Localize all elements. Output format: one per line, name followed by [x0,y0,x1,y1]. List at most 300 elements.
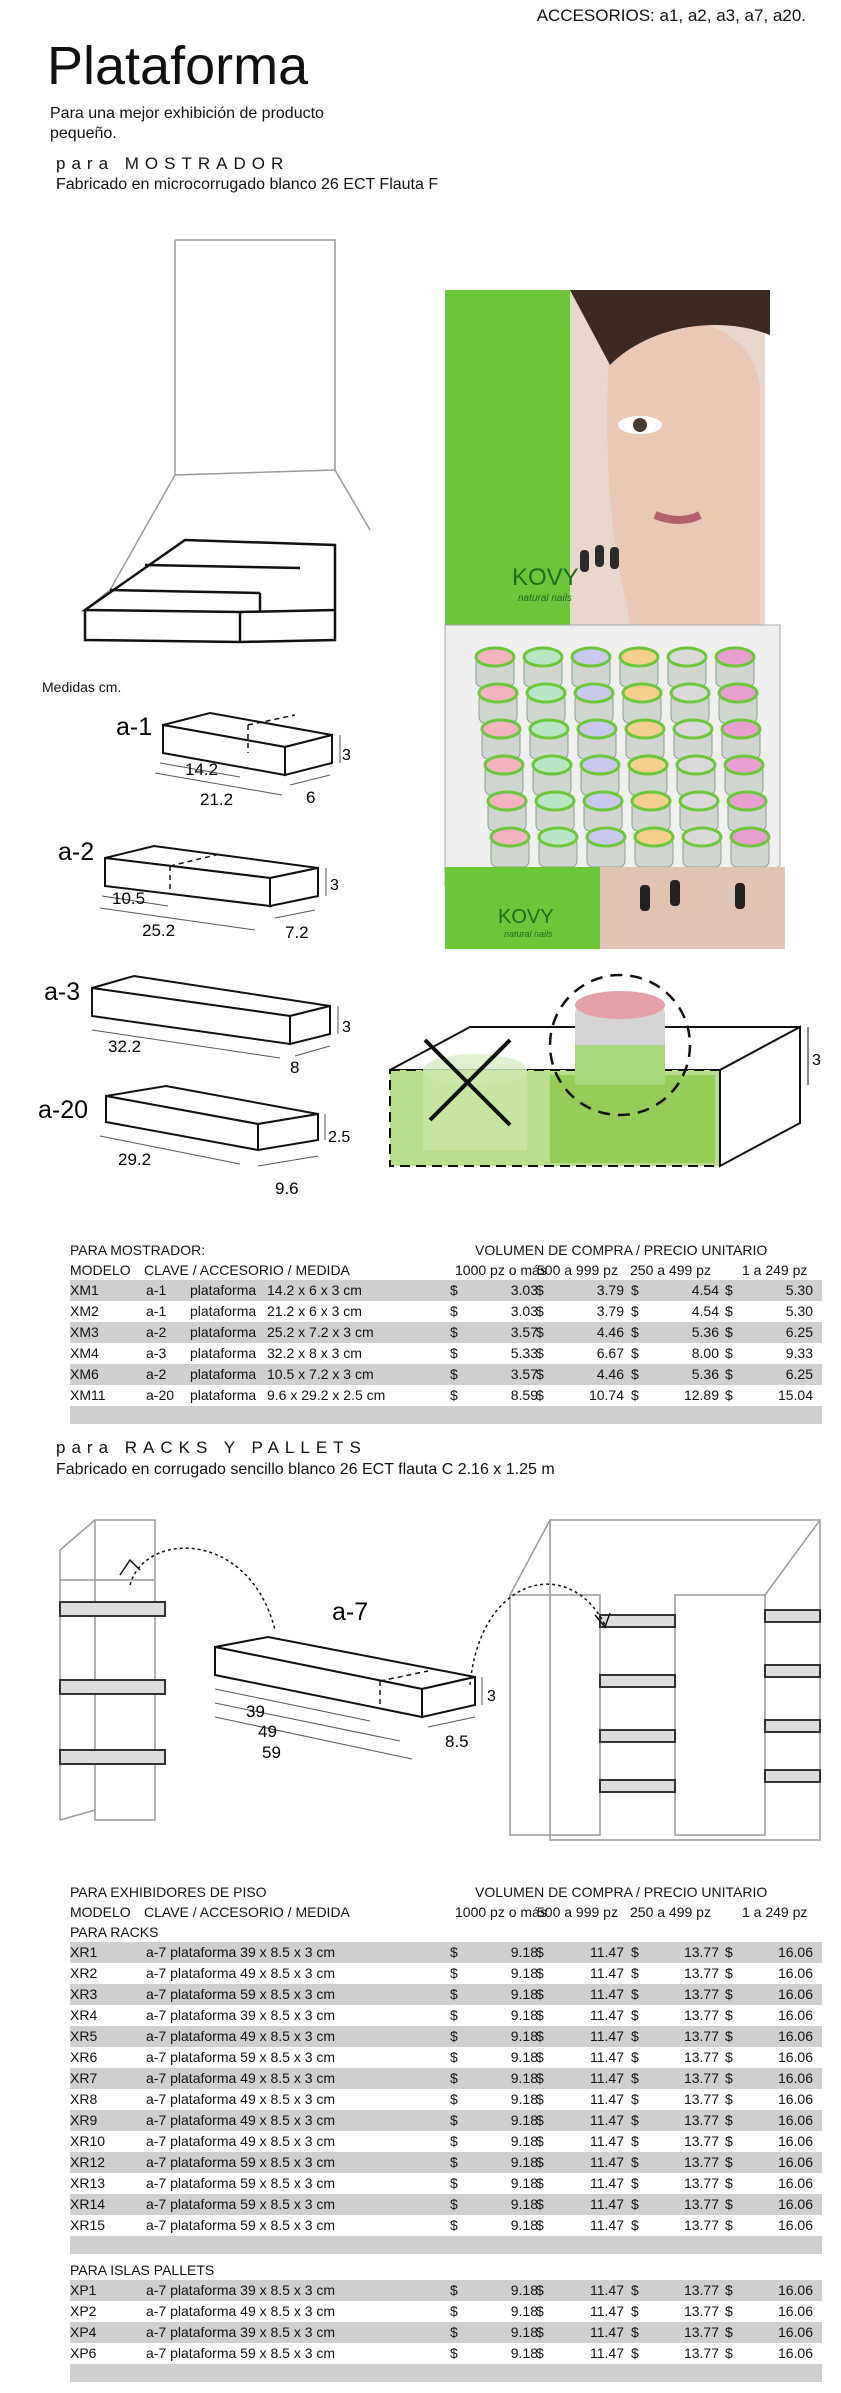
currency-symbol: $ [536,1324,544,1340]
svg-text:10.5: 10.5 [112,889,146,908]
price-value: 16.06 [777,2007,813,2023]
price-value: 9.18 [510,2303,538,2319]
table-cell: XR2 [70,1965,98,1981]
price-value: 5.30 [785,1282,813,1298]
currency-symbol: $ [536,2112,544,2128]
currency-symbol: $ [536,2282,544,2298]
table-row [70,2280,822,2301]
section-title-mostrador: para MOSTRADOR [56,154,290,173]
table-cell: a-7 plataforma 39 x 8.5 x 3 cm [146,2007,336,2023]
table-cell: XR10 [70,2133,106,2149]
currency-symbol: $ [725,2154,733,2170]
price-value: 9.18 [510,1965,538,1981]
table-row [70,2343,822,2364]
table-cell: XM2 [70,1303,99,1319]
price-value: 4.46 [596,1324,624,1340]
price-value: 6.25 [785,1366,813,1382]
price-value: 13.77 [683,2175,719,2191]
jar-lid [587,828,625,846]
table-cell: XP6 [70,2345,97,2361]
svg-text:3: 3 [812,1052,821,1069]
currency-symbol: $ [631,2133,639,2149]
svg-text:3: 3 [342,1019,351,1036]
table-cell: XM11 [70,1387,106,1403]
table-cell: 25.2 x 7.2 x 3 cm [267,1324,374,1340]
currency-symbol: $ [631,1944,639,1960]
jar-lid [722,720,760,738]
kovy-logo [512,564,579,604]
currency-symbol: $ [725,2324,733,2340]
currency-symbol: $ [450,2345,458,2361]
table-cell: a-7 plataforma 49 x 8.5 x 3 cm [146,1965,336,1981]
table-row [70,2068,822,2089]
table-row [70,2152,822,2173]
col-clave: CLAVE / ACCESORIO / MEDIDA [144,1262,350,1278]
table-cell: plataforma [190,1282,257,1298]
section-title-racks: para RACKS Y PALLETS [56,1438,367,1457]
jar-lid [716,648,754,666]
price-value: 13.77 [683,1944,719,1960]
svg-text:7.2: 7.2 [285,923,309,942]
table-cell: a-7 plataforma 49 x 8.5 x 3 cm [146,2303,336,2319]
price-value: 3.57 [510,1366,538,1382]
svg-text:9.6: 9.6 [275,1179,299,1198]
price-value: 9.18 [510,2196,538,2212]
price-value: 13.77 [683,2112,719,2128]
jar-lid [539,828,577,846]
svg-text:a-2: a-2 [58,838,95,866]
table-cell: plataforma [190,1345,257,1361]
currency-symbol: $ [450,2112,458,2128]
price-value: 11.47 [590,2175,624,2191]
jar-lid [719,684,757,702]
svg-text:3: 3 [487,1688,496,1705]
currency-symbol: $ [450,1303,458,1319]
currency-symbol: $ [725,1282,733,1298]
svg-text:natural nails: natural nails [504,929,553,939]
table-row [70,2026,822,2047]
jar-lid [677,756,715,774]
price-value: 16.06 [777,2112,813,2128]
table-cell: XR9 [70,2112,98,2128]
col-tier-4: 1 a 249 pz [742,1262,808,1278]
price-value: 9.18 [510,1986,538,2002]
table-row [70,1343,822,1364]
currency-symbol: $ [631,1345,639,1361]
currency-symbol: $ [631,1324,639,1340]
table-cell: XP2 [70,2303,97,2319]
svg-text:25.2: 25.2 [142,921,176,940]
table-row [70,1364,822,1385]
currency-symbol: $ [725,2133,733,2149]
svg-text:KOVY: KOVY [498,906,554,928]
table-cell: a-7 plataforma 49 x 8.5 x 3 cm [146,2112,336,2128]
jar-lid [674,720,712,738]
currency-symbol: $ [536,2091,544,2107]
currency-symbol: $ [450,1366,458,1382]
price-value: 4.46 [596,1366,624,1382]
volume-header: VOLUMEN DE COMPRA / PRECIO UNITARIO [475,1242,768,1258]
jar-lid [476,648,514,666]
currency-symbol: $ [631,2217,639,2233]
jar-lid [479,684,517,702]
currency-symbol: $ [450,1986,458,2002]
price-value: 11.47 [590,2303,624,2319]
table-cell: a-1 [146,1282,167,1298]
currency-symbol: $ [536,2133,544,2149]
svg-text:6: 6 [306,788,316,807]
table-cell: 9.6 x 29.2 x 2.5 cm [267,1387,386,1403]
svg-text:8.5: 8.5 [445,1732,469,1751]
table-cell: a-7 plataforma 59 x 8.5 x 3 cm [146,2345,336,2361]
jar-lid [584,792,622,810]
section-subtitle-mostrador: Fabricado en microcorrugado blanco 26 ECT Flauta F [56,176,439,193]
price-value: 16.06 [777,2028,813,2044]
price-value: 10.74 [588,1387,624,1403]
table-group-label: PARA EXHIBIDORES DE PISO [70,1884,267,1900]
currency-symbol: $ [450,2282,458,2298]
price-value: 9.18 [510,2324,538,2340]
price-value: 13.77 [683,2070,719,2086]
price-value: 16.06 [777,2154,813,2170]
price-value: 16.06 [777,2303,813,2319]
section-subtitle-racks: Fabricado en corrugado sencillo blanco 26 ECT flauta C 2.16 x 1.25 m [56,1461,555,1478]
table-row [70,1963,822,1984]
kovy-display-photo [440,285,785,950]
col-tier-4: 1 a 249 pz [742,1904,808,1920]
currency-symbol: $ [536,1986,544,2002]
jar-lid [488,792,526,810]
currency-symbol: $ [631,2303,639,2319]
currency-symbol: $ [536,2175,544,2191]
price-value: 11.47 [590,2112,624,2128]
table-row [70,2089,822,2110]
accessory-a20-drawing [30,1080,390,1205]
currency-symbol: $ [725,1986,733,2002]
currency-symbol: $ [631,2007,639,2023]
currency-symbol: $ [725,1366,733,1382]
currency-symbol: $ [725,1387,733,1403]
currency-symbol: $ [725,2282,733,2298]
jar-lid [629,756,667,774]
price-value: 12.89 [683,1387,719,1403]
table-row [70,2194,822,2215]
table-cell: 10.5 x 7.2 x 3 cm [267,1366,374,1382]
currency-symbol: $ [450,2007,458,2023]
jar-lid [731,828,769,846]
currency-symbol: $ [450,1282,458,1298]
currency-symbol: $ [631,2175,639,2191]
counter-display-drawing [70,230,370,610]
pallets-label: PARA ISLAS PALLETS [70,2262,215,2278]
currency-symbol: $ [631,2091,639,2107]
jar-lid [581,756,619,774]
price-value: 11.47 [590,2007,624,2023]
currency-symbol: $ [725,2196,733,2212]
currency-symbol: $ [450,2070,458,2086]
price-value: 16.06 [777,2133,813,2149]
table-row [70,1301,822,1322]
currency-symbol: $ [631,1366,639,1382]
table-cell: plataforma [190,1387,257,1403]
price-value: 4.54 [691,1282,719,1298]
price-value: 16.06 [777,2091,813,2107]
price-value: 11.47 [590,2196,624,2212]
table-cell: XM1 [70,1282,99,1298]
table-cell: a-1 [146,1303,167,1319]
currency-symbol: $ [725,2112,733,2128]
table-cell: a-2 [146,1324,167,1340]
price-value: 9.18 [510,2028,538,2044]
table-cell: plataforma [190,1366,257,1382]
table-cell: XP1 [70,2282,97,2298]
currency-symbol: $ [725,2345,733,2361]
price-value: 13.77 [683,2196,719,2212]
table-cell: XR3 [70,1986,98,2002]
currency-symbol: $ [631,1986,639,2002]
price-value: 9.18 [510,2112,538,2128]
currency-symbol: $ [450,2049,458,2065]
price-value: 13.77 [683,2133,719,2149]
svg-text:natural nails: natural nails [518,593,572,604]
price-value: 9.18 [510,2217,538,2233]
price-value: 9.18 [510,1944,538,1960]
table-cell: XR7 [70,2070,98,2086]
price-value: 16.06 [777,2282,813,2298]
jar-lid [626,720,664,738]
table-cell: a-7 plataforma 59 x 8.5 x 3 cm [146,2196,336,2212]
jar-lid [482,720,520,738]
table-row [70,2322,822,2343]
jar-lid [578,720,616,738]
table-cell: a-7 plataforma 39 x 8.5 x 3 cm [146,1944,336,1960]
currency-symbol: $ [631,2196,639,2212]
price-value: 11.47 [590,2049,624,2065]
accessories-list: ACCESORIOS: a1, a2, a3, a7, a20. [536,6,806,25]
table-cell: a-7 plataforma 49 x 8.5 x 3 cm [146,2133,336,2149]
table-cell: a-2 [146,1366,167,1382]
price-value: 16.06 [777,2324,813,2340]
table-cell: XR1 [70,1944,98,1960]
col-tier-2: 500 a 999 pz [537,1904,618,1920]
jar-lid [728,792,766,810]
table-cell: XP4 [70,2324,97,2340]
price-value: 16.06 [777,2049,813,2065]
currency-symbol: $ [450,2028,458,2044]
table-cell: a-7 plataforma 59 x 8.5 x 3 cm [146,2154,336,2170]
currency-symbol: $ [450,1387,458,1403]
currency-symbol: $ [450,1324,458,1340]
price-value: 13.77 [683,2007,719,2023]
currency-symbol: $ [450,2175,458,2191]
currency-symbol: $ [450,2133,458,2149]
col-modelo: MODELO [70,1904,131,1920]
currency-symbol: $ [631,2282,639,2298]
table-cell: a-7 plataforma 49 x 8.5 x 3 cm [146,2070,336,2086]
currency-symbol: $ [725,2070,733,2086]
currency-symbol: $ [631,2324,639,2340]
price-value: 9.18 [510,2345,538,2361]
price-value: 13.77 [683,2345,719,2361]
currency-symbol: $ [450,2324,458,2340]
price-value: 4.54 [691,1303,719,1319]
col-tier-1: 1000 pz o más [455,1262,547,1278]
table-cell: XR14 [70,2196,106,2212]
price-value: 11.47 [590,1965,624,1981]
currency-symbol: $ [725,2217,733,2233]
table-cell: a-7 plataforma 59 x 8.5 x 3 cm [146,2217,336,2233]
jar-lid [683,828,721,846]
currency-symbol: $ [536,2007,544,2023]
svg-text:32.2: 32.2 [108,1037,142,1056]
currency-symbol: $ [725,2303,733,2319]
price-value: 16.06 [777,1944,813,1960]
price-value: 11.47 [590,2091,624,2107]
table-cell: a-7 plataforma 49 x 8.5 x 3 cm [146,2091,336,2107]
price-value: 9.18 [510,2007,538,2023]
price-value: 13.77 [683,2303,719,2319]
accessory-a1-drawing [30,705,390,830]
page-subtitle: Para una mejor exhibición de producto pequeño. [50,105,324,142]
price-value: 8.59 [510,1387,538,1403]
price-value: 16.06 [777,1965,813,1981]
table-row [70,2110,822,2131]
table-cell: a-20 [146,1387,175,1403]
price-value: 6.25 [785,1324,813,1340]
jar-lid [725,756,763,774]
currency-symbol: $ [536,1965,544,1981]
price-value: 9.18 [510,2154,538,2170]
currency-symbol: $ [450,2196,458,2212]
table-band [70,1406,822,1424]
price-value: 3.57 [510,1324,538,1340]
col-tier-3: 250 a 499 pz [630,1262,711,1278]
jar-lid [668,648,706,666]
col-tier-1: 1000 pz o más [455,1904,547,1920]
price-value: 13.77 [683,1965,719,1981]
price-value: 13.77 [683,2324,719,2340]
price-value: 16.06 [777,2345,813,2361]
table-row [70,1385,822,1406]
currency-symbol: $ [450,2154,458,2170]
svg-text:8: 8 [290,1058,300,1077]
jar-lid [620,648,658,666]
price-value: 13.77 [683,2028,719,2044]
price-value: 13.77 [683,2282,719,2298]
svg-text:a-1: a-1 [116,713,153,741]
price-value: 16.06 [777,2217,813,2233]
svg-text:21.2: 21.2 [200,790,234,809]
price-value: 8.00 [691,1345,719,1361]
table-cell: XR13 [70,2175,106,2191]
price-value: 5.36 [691,1324,719,1340]
jar-lid [527,684,565,702]
medidas-label: Medidas cm. [42,679,122,695]
currency-symbol: $ [725,2028,733,2044]
volume-header: VOLUMEN DE COMPRA / PRECIO UNITARIO [475,1884,768,1900]
table-cell: XR8 [70,2091,98,2107]
price-value: 11.47 [590,2070,624,2086]
currency-symbol: $ [536,2217,544,2233]
price-table-racks [70,1882,822,2382]
currency-symbol: $ [631,2154,639,2170]
jar-lid [491,828,529,846]
currency-symbol: $ [725,1965,733,1981]
table-cell: XR12 [70,2154,106,2170]
jar-lid [635,828,673,846]
table-cell: 14.2 x 6 x 3 cm [267,1282,362,1298]
currency-symbol: $ [450,2303,458,2319]
price-value: 11.47 [590,1944,624,1960]
col-tier-2: 500 a 999 pz [537,1262,618,1278]
price-value: 16.06 [777,2175,813,2191]
table-cell: XR15 [70,2217,106,2233]
jar-lid [530,720,568,738]
currency-symbol: $ [450,2217,458,2233]
table-cell: a-7 plataforma 59 x 8.5 x 3 cm [146,2175,336,2191]
col-clave: CLAVE / ACCESORIO / MEDIDA [144,1904,350,1920]
currency-symbol: $ [631,1303,639,1319]
currency-symbol: $ [725,1303,733,1319]
col-modelo: MODELO [70,1262,131,1278]
col-tier-3: 250 a 499 pz [630,1904,711,1920]
price-value: 16.06 [777,2070,813,2086]
currency-symbol: $ [631,2070,639,2086]
currency-symbol: $ [725,2175,733,2191]
table-cell: XM4 [70,1345,99,1361]
price-value: 9.18 [510,2133,538,2149]
price-value: 11.47 [590,2133,624,2149]
currency-symbol: $ [536,2303,544,2319]
price-value: 11.47 [590,2154,624,2170]
table-row [70,2047,822,2068]
svg-text:14.2: 14.2 [185,760,219,779]
table-row [70,2131,822,2152]
accessory-a2-drawing [30,830,390,955]
table-cell: XR5 [70,2028,98,2044]
price-value: 5.30 [785,1303,813,1319]
page-title: Plataforma [47,36,309,96]
currency-symbol: $ [725,1324,733,1340]
table-row [70,2301,822,2322]
jar-lid [572,648,610,666]
price-table-mostrador [70,1240,822,1424]
currency-symbol: $ [631,2028,639,2044]
table-row [70,1322,822,1343]
currency-symbol: $ [631,1965,639,1981]
currency-symbol: $ [536,2196,544,2212]
currency-symbol: $ [536,2154,544,2170]
currency-symbol: $ [536,2345,544,2361]
table-row [70,2173,822,2194]
table-cell: a-7 plataforma 49 x 8.5 x 3 cm [146,2028,336,2044]
jar-lid [536,792,574,810]
currency-symbol: $ [725,1345,733,1361]
currency-symbol: $ [725,2049,733,2065]
svg-text:3: 3 [342,747,351,764]
currency-symbol: $ [450,1965,458,1981]
svg-text:2.5: 2.5 [328,1129,351,1146]
svg-text:3: 3 [330,877,339,894]
price-value: 13.77 [683,2049,719,2065]
price-value: 16.06 [777,1986,813,2002]
svg-text:39: 39 [246,1702,265,1721]
currency-symbol: $ [536,2324,544,2340]
jar-lid [680,792,718,810]
price-value: 11.47 [590,2345,624,2361]
jar-lid [632,792,670,810]
price-value: 11.47 [590,2324,624,2340]
